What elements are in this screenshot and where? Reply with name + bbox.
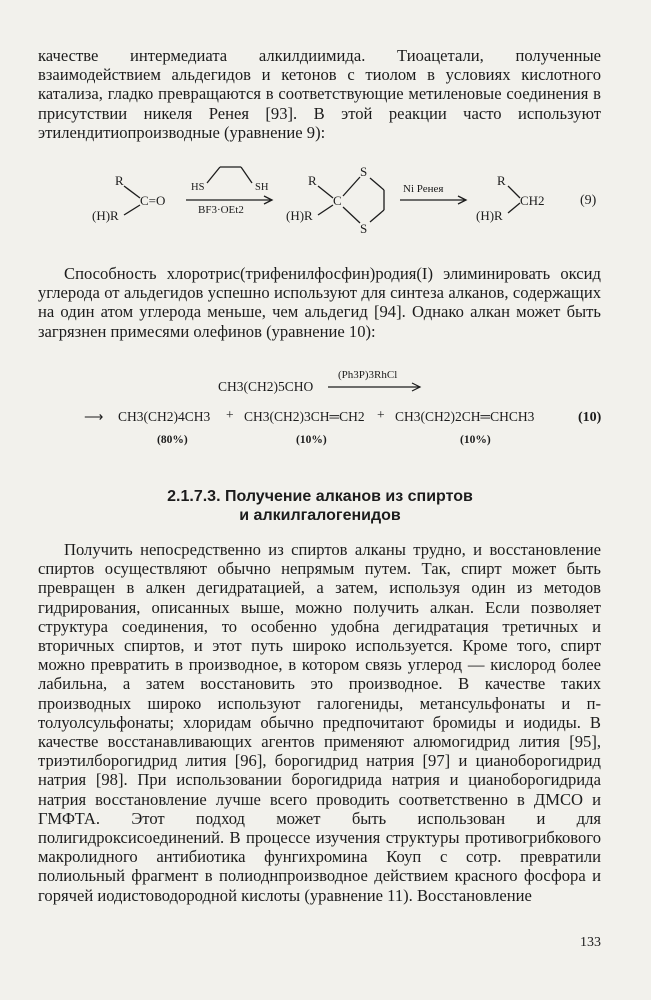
reactant-hr: (H)R <box>92 208 119 223</box>
product-ch2: CH2 <box>520 193 545 208</box>
section-heading-line-2: и алкилгалогенидов <box>239 507 401 524</box>
paragraph-rhodium: Способность хлоротрис(трифенилфосфин)родия(I) элиминировать оксид углерода от альдегидов успешно используют для синтеза алканов, содержащих на один атом углерода меньше, чем альдегид [94]. Однако алкан может быть загрязнен примесями олефинов (уравнение 10): <box>38 264 601 341</box>
catalyst-label: Ni Ренея <box>403 183 444 195</box>
yield-pentene-2: (10%) <box>460 434 491 446</box>
equation-10-product-pentene-1: CH3(CH2)3CH═CH2 <box>244 409 365 424</box>
reactant-r: R <box>115 173 124 188</box>
equation-10-reactant: CH3(CH2)5CHO <box>218 379 314 394</box>
intermediate-r: R <box>308 173 317 188</box>
reagent-bf3: BF3·OEt2 <box>198 204 244 216</box>
equation-10-number: (10) <box>578 410 602 425</box>
equation-10-product-hexane: CH3(CH2)4CH3 <box>118 409 211 424</box>
equation-10-plus-1: + <box>226 407 234 422</box>
carbonyl-group: C=O <box>140 193 166 208</box>
section-heading-line-1: 2.1.7.3. Получение алканов из спиртов <box>167 488 473 505</box>
paragraph-intro: качестве интермедиата алкилдиимида. Тиоацетали, полученные взаимодействием альдегидов и кетонов с тиолом в условиях кислотного катализа, гладко превращаются в соответствующие метиленовые соединения в присутствии никеля Ренея [93]. В этой реакции часто используют этилендитиопроизводные (уравнение 9): <box>38 46 601 142</box>
reagent-hs: HS <box>191 182 205 193</box>
product-hr: (H)R <box>476 208 503 223</box>
intermediate-c: C <box>333 193 342 208</box>
yield-pentene-1: (10%) <box>296 434 327 446</box>
equation-10-product-pentene-2: CH3(CH2)2CH═CHCH3 <box>395 409 535 424</box>
intermediate-s-top: S <box>360 164 368 179</box>
page-number: 133 <box>580 935 601 950</box>
paragraph-alcohols: Получить непосредственно из спиртов алканы трудно, и восстановление спиртов осуществляют обычно непрямым путем. Так, спирт может быть превращен в алкен дегидратацией, а затем, используя один из методов гидрирования, описанных выше, можно получить алкан. Если позволяет структура соединения, то особенно удобна дегидратация третичных и вторичных спиртов, и этот путь широко используется. Кроме того, спирт можно превратить в производное, в котором связь углерод — кислород более лабильна, а затем восстановить это производное. В качестве таких производных широко используют галогениды, метансульфонаты и п-толуолсульфонаты; хлоридам обычно предпочитают бромиды и иодиды. В качестве восстанавливающих агентов применяют алюмогидрид лития [95], триэтилборогидрид лития [96], борогидрид натрия [97] и цианоборогидрид натрия [98]. При использовании борогидрида натрия и цианоборогидрида натрия восстановление лучше всего проводить соответственно в ДМСО и ГМФТА. Этот подход может быть использован и для полигидроксисоединений. В процессе изучения структуры противогрибкового макролидного антибиотика фунгихромина Коуп с сотр. превратили полиольный фрагмент в полиоднпроизводное действием красного фосфора и горячей иодистоводородной кислоты (уравнение 11). Восстановление <box>38 540 601 905</box>
yield-hexane: (80%) <box>157 434 188 446</box>
intermediate-s-bottom: S <box>360 221 368 236</box>
equation-10-reagent: (Ph3P)3RhCl <box>338 369 398 381</box>
product-r: R <box>497 173 506 188</box>
equation-10-plus-2: + <box>377 407 385 422</box>
intermediate-hr: (H)R <box>286 208 313 223</box>
equation-9-number: (9) <box>580 193 597 208</box>
reagent-sh: SH <box>255 182 269 193</box>
equation-10-arrow-symbol: ⟶ <box>84 409 104 424</box>
section-heading <box>60 487 580 525</box>
